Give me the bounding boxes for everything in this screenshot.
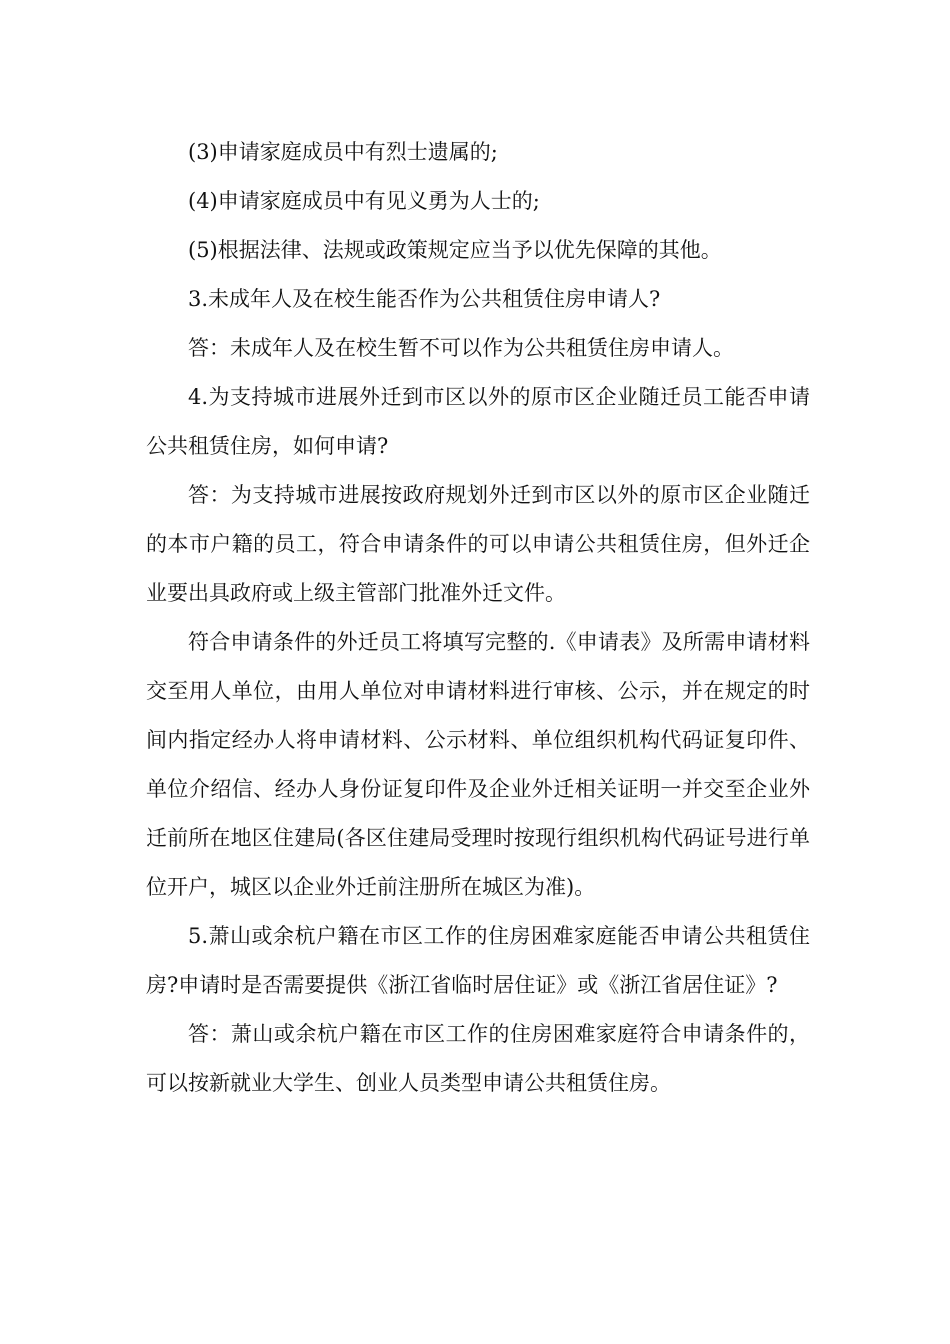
answer-3: 答：未成年人及在校生暂不可以作为公共租赁住房申请人。 xyxy=(188,336,734,360)
question-4: 4.为支持城市进展外迁到市区以外的原市区企业随迁员工能否申请公共租赁住房，如何申请? xyxy=(146,385,810,458)
paragraph-item-3: (3)申请家庭成员中有烈士遗属的; xyxy=(188,140,498,164)
answer-5: 答：萧山或余杭户籍在市区工作的住房困难家庭符合申请条件的，可以按新就业大学生、创业人员类型申请公共租赁住房。 xyxy=(146,1022,810,1095)
answer-4-procedure: 符合申请条件的外迁员工将填写完整的.《申请表》及所需申请材料交至用人单位，由用人单位对申请材料进行审核、公示，并在规定的时间内指定经办人将申请材料、公示材料、单位组织机构代码证复印件、单位介绍信、经办人身份证复印件及企业外迁相关证明一并交至企业外迁前所在地区住建局(各区住建局受理时按现行组织机构代码证号进行单位开户，城区以企业外迁前注册所在城区为准)。 xyxy=(146,630,810,899)
paragraph-item-4: (4)申请家庭成员中有见义勇为人士的; xyxy=(188,189,540,213)
question-3: 3.未成年人及在校生能否作为公共租赁住房申请人? xyxy=(188,287,661,311)
paragraph-item-5: (5)根据法律、法规或政策规定应当予以优先保障的其他。 xyxy=(188,238,722,262)
answer-4: 答：为支持城市进展按政府规划外迁到市区以外的原市区企业随迁的本市户籍的员工，符合申请条件的可以申请公共租赁住房，但外迁企业要出具政府或上级主管部门批准外迁文件。 xyxy=(146,483,810,605)
question-5: 5.萧山或余杭户籍在市区工作的住房困难家庭能否申请公共租赁住房?申请时是否需要提供《浙江省临时居住证》或《浙江省居住证》? xyxy=(146,924,810,997)
document-body xyxy=(146,128,810,1108)
